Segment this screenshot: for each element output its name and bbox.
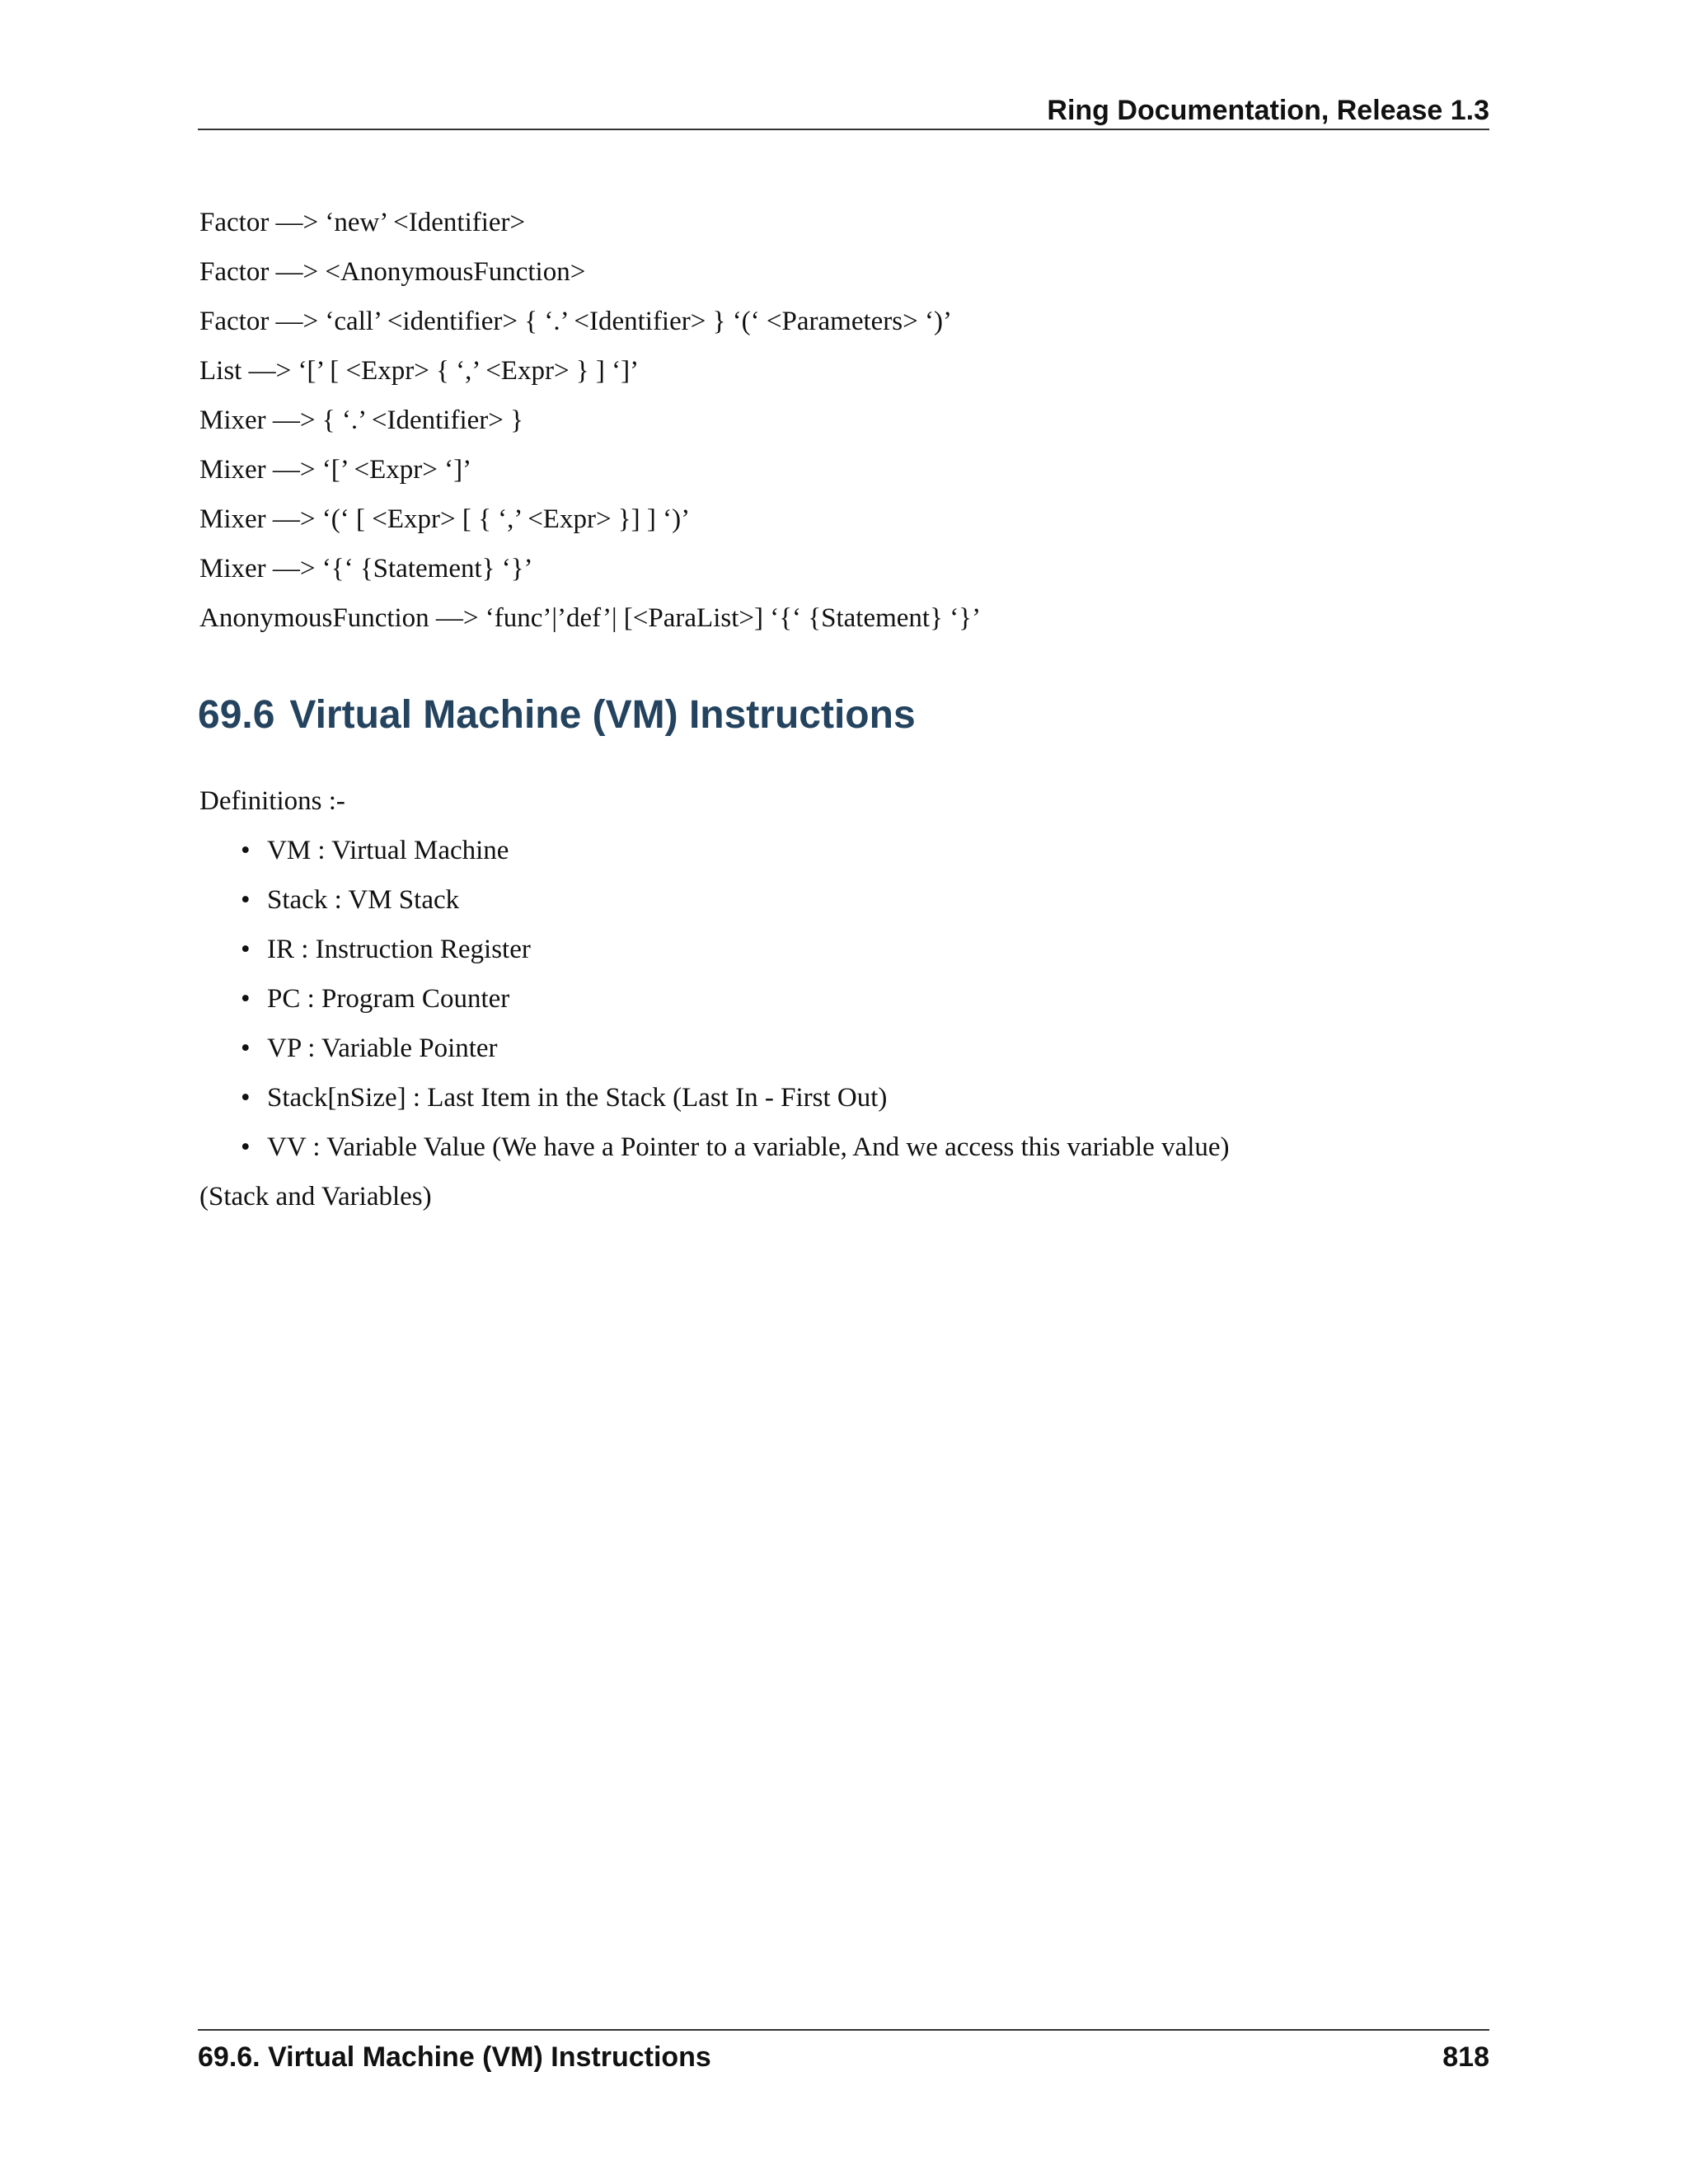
definition-text: VV : Variable Value (We have a Pointer to a variable, And we access this variable value) <box>267 1132 1230 1162</box>
stack-variables-note: (Stack and Variables) <box>199 1182 432 1212</box>
list-item <box>199 1024 1485 1073</box>
grammar-rules <box>199 198 1485 643</box>
definition-text: PC : Program Counter <box>267 984 510 1014</box>
page-footer <box>198 2029 1489 2079</box>
definition-text: IR : Instruction Register <box>267 935 531 964</box>
definition-text: Stack[nSize] : Last Item in the Stack (Last In - First Out) <box>267 1083 888 1113</box>
list-item <box>199 1122 1485 1172</box>
list-item <box>199 1073 1485 1122</box>
definitions-intro: Definitions :- <box>199 786 345 816</box>
list-item <box>199 925 1485 974</box>
bullet-icon: • <box>241 885 251 915</box>
grammar-rule: Mixer —> ‘{‘ {Statement} ‘}’ <box>199 554 533 583</box>
page-header <box>198 91 1489 130</box>
bullet-icon: • <box>241 984 251 1014</box>
document-title: Ring Documentation, Release 1.3 <box>1047 95 1489 126</box>
grammar-rule: Mixer —> { ‘.’ <Identifier> } <box>199 405 523 435</box>
grammar-rule: Mixer —> ‘[’ <Expr> ‘]’ <box>199 455 472 485</box>
bullet-icon: • <box>241 1033 251 1063</box>
grammar-rule: AnonymousFunction —> ‘func’|’def’| [<ParaList>] ‘{‘ {Statement} ‘}’ <box>199 603 982 633</box>
grammar-rule: Factor —> ‘new’ <Identifier> <box>199 208 526 237</box>
page-number: 818 <box>1442 2041 1489 2073</box>
list-item <box>199 974 1485 1024</box>
definition-text: Stack : VM Stack <box>267 885 460 915</box>
bullet-icon: • <box>241 836 251 865</box>
bullet-icon: • <box>241 1132 251 1162</box>
list-item <box>199 875 1485 925</box>
definition-text: VP : Variable Pointer <box>267 1033 498 1063</box>
grammar-rule: Factor —> <AnonymousFunction> <box>199 257 586 287</box>
section-heading <box>198 688 916 743</box>
grammar-rule: List —> ‘[’ [ <Expr> { ‘,’ <Expr> } ] ‘]’ <box>199 356 640 386</box>
section-title: Virtual Machine (VM) Instructions <box>289 693 916 737</box>
bullet-icon: • <box>241 1083 251 1113</box>
definition-text: VM : Virtual Machine <box>267 836 509 865</box>
bullet-icon: • <box>241 935 251 964</box>
footer-section-label: 69.6. Virtual Machine (VM) Instructions <box>198 2041 711 2073</box>
list-item <box>199 826 1485 875</box>
grammar-rule: Factor —> ‘call’ <identifier> { ‘.’ <Identifier> } ‘(‘ <Parameters> ‘)’ <box>199 307 952 336</box>
section-number: 69.6 <box>198 693 275 737</box>
grammar-rule: Mixer —> ‘(‘ [ <Expr> [ { ‘,’ <Expr> }] ] ‘)’ <box>199 504 691 534</box>
definitions-list <box>199 826 1485 1172</box>
